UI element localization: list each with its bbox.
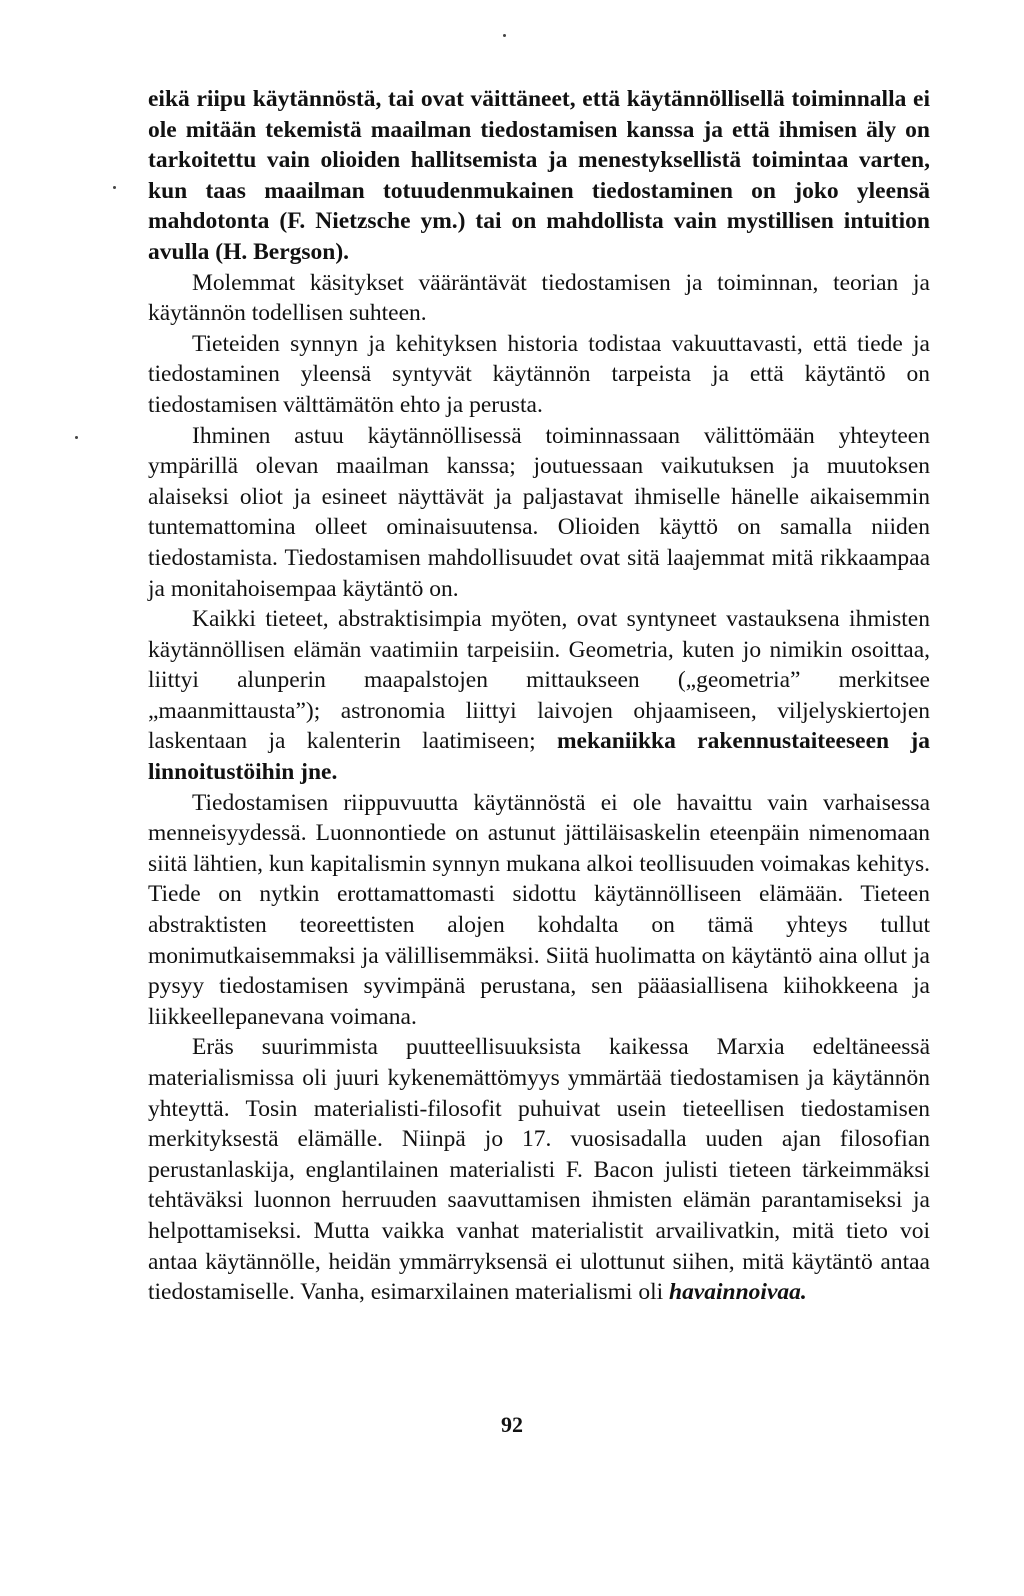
- print-speck: [75, 436, 78, 439]
- paragraph-4: [148, 421, 930, 605]
- paragraph-6-text: Tiedostamisen riippuvuutta käytännöstä ei ole havaittu vain varhaisessa menneisyydessä. Luonnontiede on astunut jättiläisaskelin eteenpäin nimenomaan siitä lähtien, kun kapitalismin synnyn mukana alkoi teollisuuden voimakas kehitys. Tiede on nytkin erottamattomasti sidottu käytännölliseen elämään. Tieteen abstraktisten teoreettisten alojen kohdalta on tämä yhteys tullut monimutkaisemmaksi ja välillisemmäksi. Siitä huolimatta on käytäntö aina ollut ja pysyy tiedostamisen syvimpänä perustana, sen pääasiallisena kiihokkeena ja liikkeellepanevana voimana.: [148, 789, 930, 1030]
- paragraph-7-text: Eräs suurimmista puutteellisuuksista kaikessa Marxia edeltäneessä materialismissa oli juuri kykenemättömyys ymmärtää tiedostamisen ja käytännön yhteyttä. Tosin materialisti-filosofit puhuivat usein tieteellisen tiedostamisen merkityksestä elämälle. Niinpä jo 17. vuosisadalla uuden ajan filosofian perustanlaskija, englantilainen materialisti F. Bacon julisti tieteen tärkeimmäksi tehtäväksi luonnon herruuden saavuttamisen ihmisten elämän parantamiseksi ja helpottamiseksi. Mutta vaikka vanhat materialistit arvailivatkin, mitä tieto voi antaa käytännölle, heidän ymmärryksensä ei ulottunut siihen, mitä käytäntö antaa tiedostamiselle. Vanha, esimarxilainen materialismi oli: [148, 1034, 930, 1306]
- page-number: 92: [501, 1412, 523, 1437]
- paragraph-2-text: Molemmat käsitykset vääräntävät tiedostamisen ja toiminnan, teorian ja käytännön todellisen suhteen.: [148, 269, 930, 327]
- paragraph-1: [148, 84, 930, 268]
- paragraph-3-text: Tieteiden synnyn ja kehityksen historia todistaa vakuuttavasti, että tiede ja tiedostaminen yleensä syntyvät käytännön tarpeista ja että käytäntö on tiedostamisen välttämätön ehto ja perusta.: [148, 330, 930, 418]
- paragraph-4-text: Ihminen astuu käytännöllisessä toiminnassaan välittömään yhteyteen ympärillä olevan maailman kanssa; joutuessaan vaikutuksen ja muutoksen alaiseksi oliot ja esineet näyttävät ja paljastavat ihmiselle hänelle aikaisemmin tuntemattomina olleet ominaisuutensa. Olioiden käyttö on samalla niiden tiedostamista. Tiedostamisen mahdollisuudet ovat sitä laajemmat mitä rikkaampaa ja monitahoisempaa käytäntö on.: [148, 422, 930, 602]
- paragraph-5: [148, 604, 930, 788]
- paragraph-6: [148, 788, 930, 1033]
- paragraph-3: [148, 329, 930, 421]
- paragraph-5-bold-tail: mekaniikka rakennustaiteeseen ja linnoitustöihin jne.: [148, 728, 930, 786]
- paragraph-7: [148, 1032, 930, 1307]
- page-body: [148, 84, 930, 1308]
- paragraph-2: [148, 268, 930, 329]
- print-speck: [503, 34, 506, 37]
- print-speck: [113, 186, 116, 189]
- paragraph-1-text: eikä riipu käytännöstä, tai ovat väittäneet, että käytännöllisellä toiminnalla ei ole mitään tekemistä maailman tiedostamisen kanssa ja että ihmisen äly on tarkoitettu vain olioiden hallitsemista ja menestyksellistä toimintaa varten, kun taas maailman totuudenmukainen tiedostaminen on joko yleensä mahdotonta (F. Nietzsche ym.) tai on mahdollista vain mystillisen intuition avulla (H. Bergson).: [148, 86, 930, 265]
- paragraph-7-italic-term: havainnoivaa.: [669, 1279, 807, 1306]
- paragraph-5-text: Kaikki tieteet, abstraktisimpia myöten, ovat syntyneet vastauksena ihmisten käytännöllisen elämän vaatimiin tarpeisiin. Geometria, kuten jo nimikin osoittaa, liittyi alunperin maapalstojen mittaukseen („geometria” merkitsee „maanmittausta”); astronomia liittyi laivojen ohjaamiseen, viljelyskiertojen laskentaan ja kalenterin laatimiseen;: [148, 606, 930, 755]
